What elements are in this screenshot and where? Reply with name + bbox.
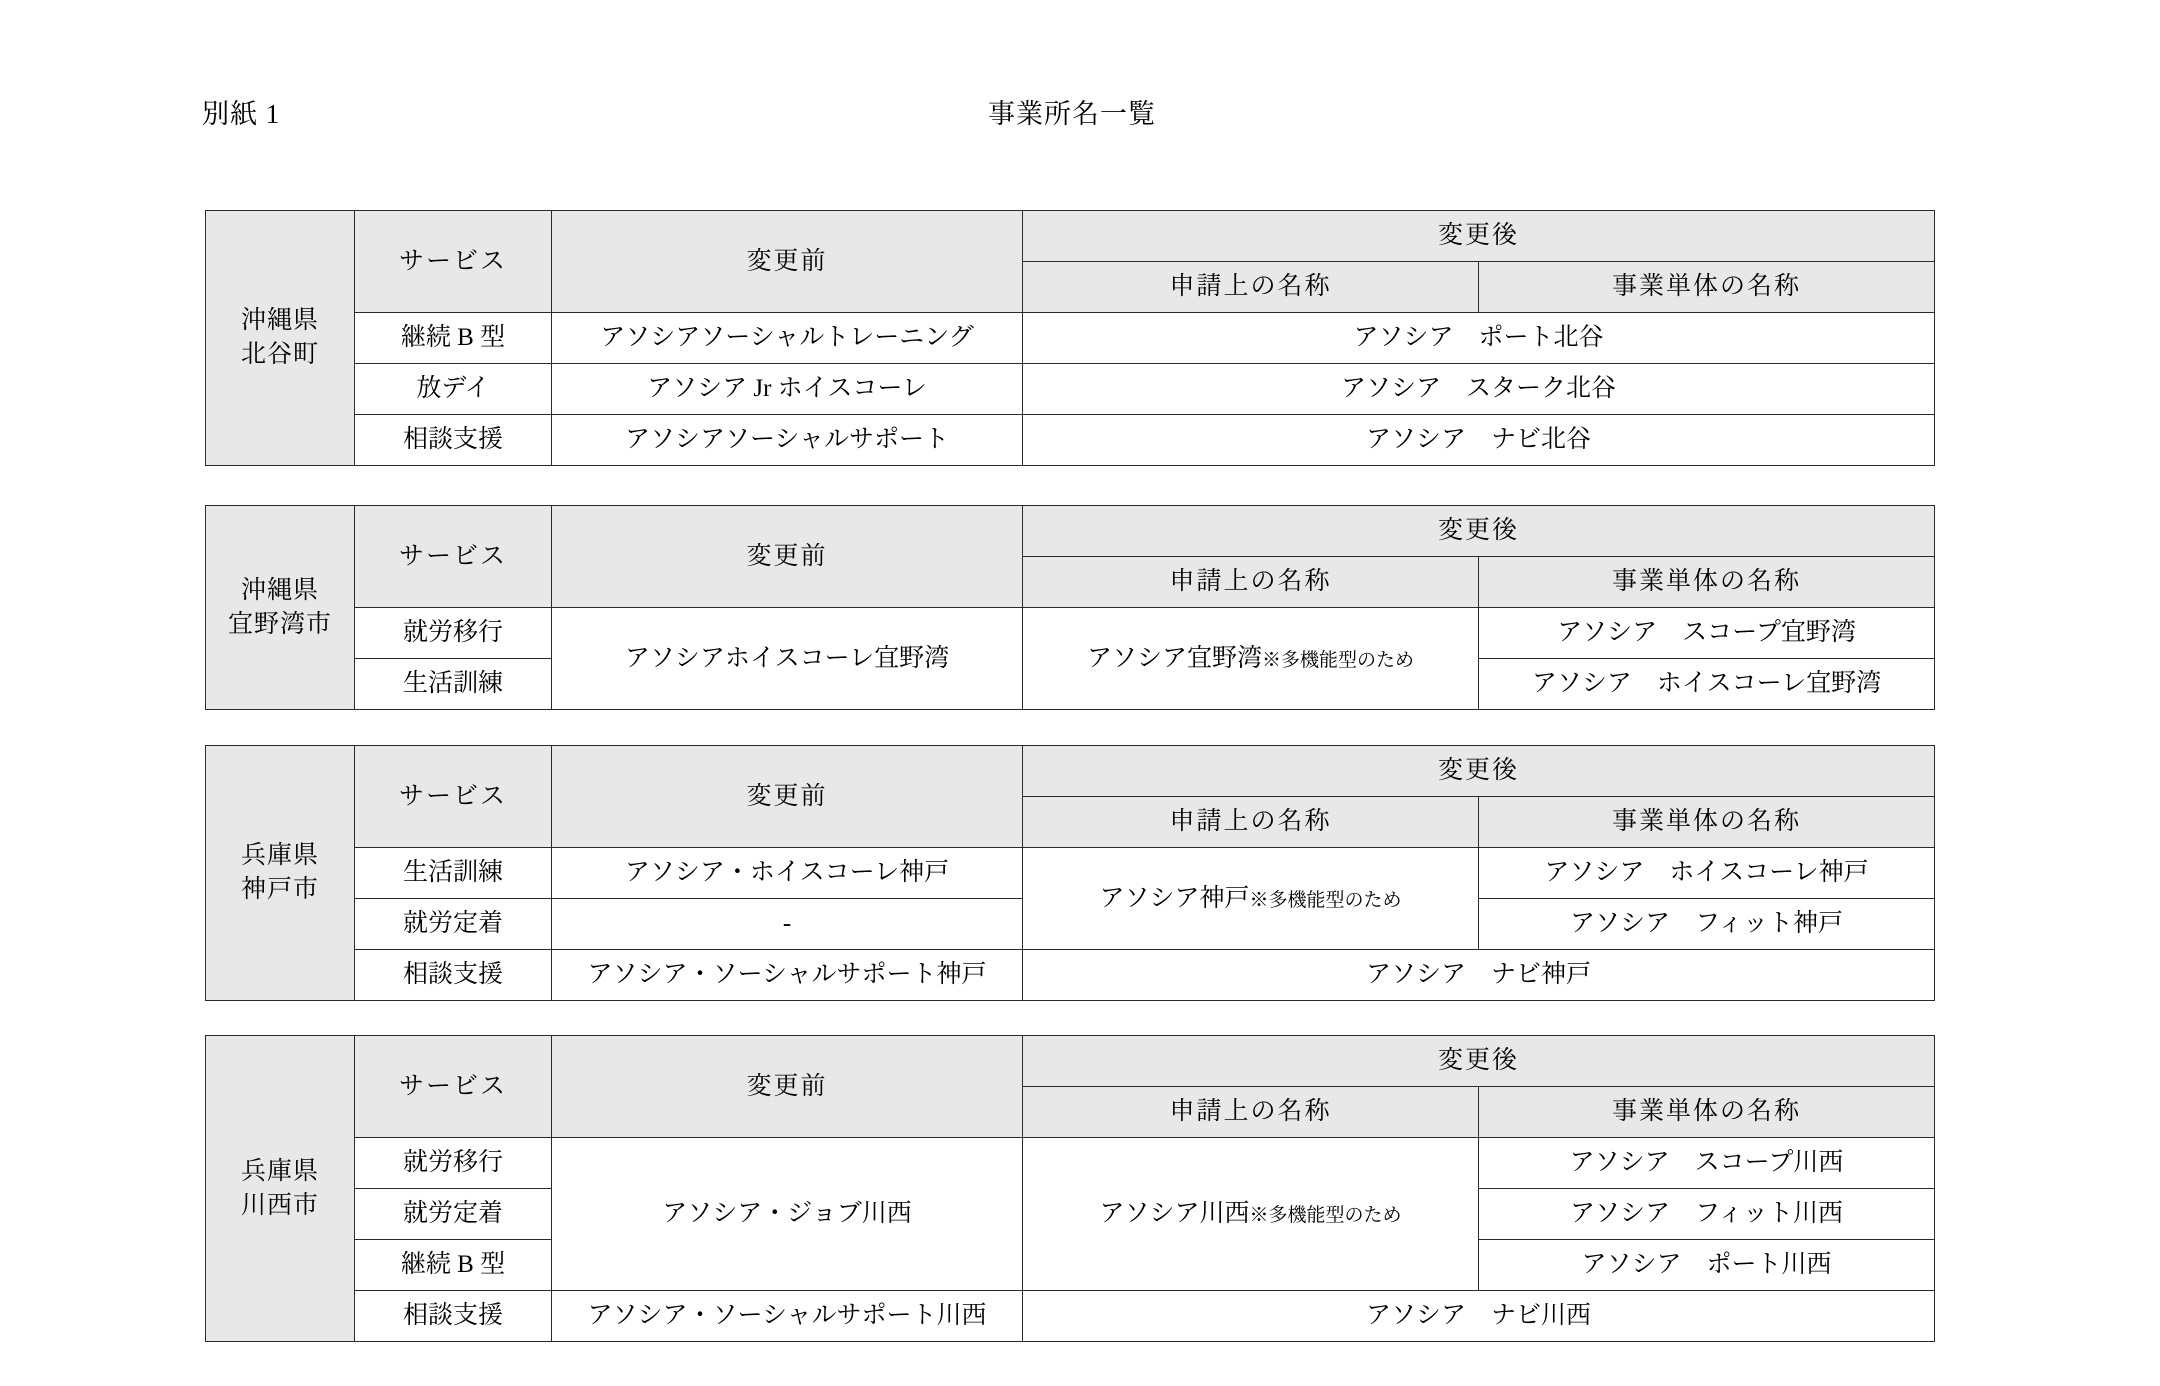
cell-after-application: アソシア ナビ神戸 — [1023, 950, 1935, 1001]
table-row-header-top — [206, 506, 1935, 557]
cell-service: 生活訓練 — [355, 848, 552, 899]
cell-after-application: アソシア ポート北谷 — [1023, 313, 1935, 364]
table-row — [206, 313, 1935, 364]
header-service: サービス — [355, 506, 552, 608]
cell-after-application: アソシア ナビ川西 — [1023, 1291, 1935, 1342]
cell-before: アソシア・ソーシャルサポート神戸 — [552, 950, 1023, 1001]
cell-after-application — [1023, 608, 1479, 710]
prefecture-line2: 神戸市 — [240, 876, 319, 903]
cell-before: アソシアホイスコーレ宜野湾 — [552, 608, 1023, 710]
table-row-header-top — [206, 211, 1935, 262]
cell-prefecture — [206, 506, 355, 710]
cell-service: 相談支援 — [355, 1291, 552, 1342]
cell-prefecture — [206, 1036, 355, 1342]
name-change-table — [205, 745, 1935, 1001]
name-change-table — [205, 505, 1935, 710]
table-row — [206, 364, 1935, 415]
cell-service: 相談支援 — [355, 950, 552, 1001]
cell-before: アソシア・ジョブ川西 — [552, 1138, 1023, 1291]
cell-after-application — [1023, 1138, 1479, 1291]
cell-after-unit: アソシア スコープ宜野湾 — [1479, 608, 1935, 659]
header-before: 変更前 — [552, 1036, 1023, 1138]
header-application-name: 申請上の名称 — [1023, 557, 1479, 608]
table-row — [206, 415, 1935, 466]
header-after: 変更後 — [1023, 506, 1935, 557]
cell-after-unit: アソシア フィット神戸 — [1479, 899, 1935, 950]
name-change-table — [205, 1035, 1935, 1342]
table-block-okinawa-ginowan — [205, 505, 1935, 710]
cell-after-application — [1023, 848, 1479, 950]
after-application-text: アソシア宜野湾 — [1086, 644, 1262, 672]
cell-service: 放デイ — [355, 364, 552, 415]
header-service: サービス — [355, 1036, 552, 1138]
after-application-note: ※多機能型のため — [1262, 649, 1415, 671]
header-before: 変更前 — [552, 211, 1023, 313]
prefecture-line1: 沖縄県 — [240, 307, 319, 335]
cell-after-unit: アソシア ポート川西 — [1479, 1240, 1935, 1291]
after-application-note: ※多機能型のため — [1249, 1205, 1402, 1227]
header-service: サービス — [355, 211, 552, 313]
cell-service: 就労移行 — [355, 1138, 552, 1189]
cell-service: 生活訓練 — [355, 659, 552, 710]
document-header — [0, 92, 2160, 132]
cell-before: アソシアソーシャルサポート — [552, 415, 1023, 466]
after-application-note: ※多機能型のため — [1249, 889, 1402, 911]
cell-before: アソシアソーシャルトレーニング — [552, 313, 1023, 364]
header-unit-name: 事業単体の名称 — [1479, 262, 1935, 313]
prefecture-line1: 兵庫県 — [240, 1157, 319, 1185]
cell-service: 相談支援 — [355, 415, 552, 466]
table-row — [206, 950, 1935, 1001]
prefecture-line2: 川西市 — [240, 1191, 319, 1219]
header-application-name: 申請上の名称 — [1023, 1087, 1479, 1138]
table-row-header-top — [206, 746, 1935, 797]
cell-prefecture — [206, 211, 355, 466]
after-application-text: アソシア神戸 — [1099, 884, 1250, 912]
cell-service: 継続 B 型 — [355, 1240, 552, 1291]
cell-service: 継続 B 型 — [355, 313, 552, 364]
cell-after-unit: アソシア フィット川西 — [1479, 1189, 1935, 1240]
table-row-header-top — [206, 1036, 1935, 1087]
cell-after-unit: アソシア ホイスコーレ神戸 — [1479, 848, 1935, 899]
page-title: 事業所名一覧 — [988, 99, 1156, 129]
cell-before: アソシア Jr ホイスコーレ — [552, 364, 1023, 415]
table-block-hyogo-kobe — [205, 745, 1935, 1001]
header-before: 変更前 — [552, 746, 1023, 848]
prefecture-line1: 沖縄県 — [240, 576, 319, 604]
table-row — [206, 1138, 1935, 1189]
table-block-hyogo-kawanishi — [205, 1035, 1935, 1342]
prefecture-line2: 北谷町 — [240, 341, 319, 368]
cell-service: 就労移行 — [355, 608, 552, 659]
cell-before: アソシア・ホイスコーレ神戸 — [552, 848, 1023, 899]
header-before: 変更前 — [552, 506, 1023, 608]
cell-after-application: アソシア ナビ北谷 — [1023, 415, 1935, 466]
header-application-name: 申請上の名称 — [1023, 262, 1479, 313]
header-unit-name: 事業単体の名称 — [1479, 1087, 1935, 1138]
cell-service: 就労定着 — [355, 1189, 552, 1240]
table-block-okinawa-chatan — [205, 210, 1935, 466]
header-after: 変更後 — [1023, 1036, 1935, 1087]
header-unit-name: 事業単体の名称 — [1479, 797, 1935, 848]
prefecture-line1: 兵庫県 — [240, 842, 319, 870]
prefecture-line2: 宜野湾市 — [227, 610, 332, 638]
header-application-name: 申請上の名称 — [1023, 797, 1479, 848]
cell-after-application: アソシア スターク北谷 — [1023, 364, 1935, 415]
cell-service: 就労定着 — [355, 899, 552, 950]
table-row — [206, 1291, 1935, 1342]
after-application-text: アソシア川西 — [1099, 1200, 1250, 1228]
cell-after-unit: アソシア ホイスコーレ宜野湾 — [1479, 659, 1935, 710]
name-change-table — [205, 210, 1935, 466]
cell-before: - — [552, 899, 1023, 950]
header-service: サービス — [355, 746, 552, 848]
table-row — [206, 608, 1935, 659]
header-after: 変更後 — [1023, 746, 1935, 797]
cell-before: アソシア・ソーシャルサポート川西 — [552, 1291, 1023, 1342]
cell-after-unit: アソシア スコープ川西 — [1479, 1138, 1935, 1189]
table-row — [206, 848, 1935, 899]
header-unit-name: 事業単体の名称 — [1479, 557, 1935, 608]
header-after: 変更後 — [1023, 211, 1935, 262]
cell-prefecture — [206, 746, 355, 1001]
attachment-label: 別紙 1 — [202, 99, 281, 129]
